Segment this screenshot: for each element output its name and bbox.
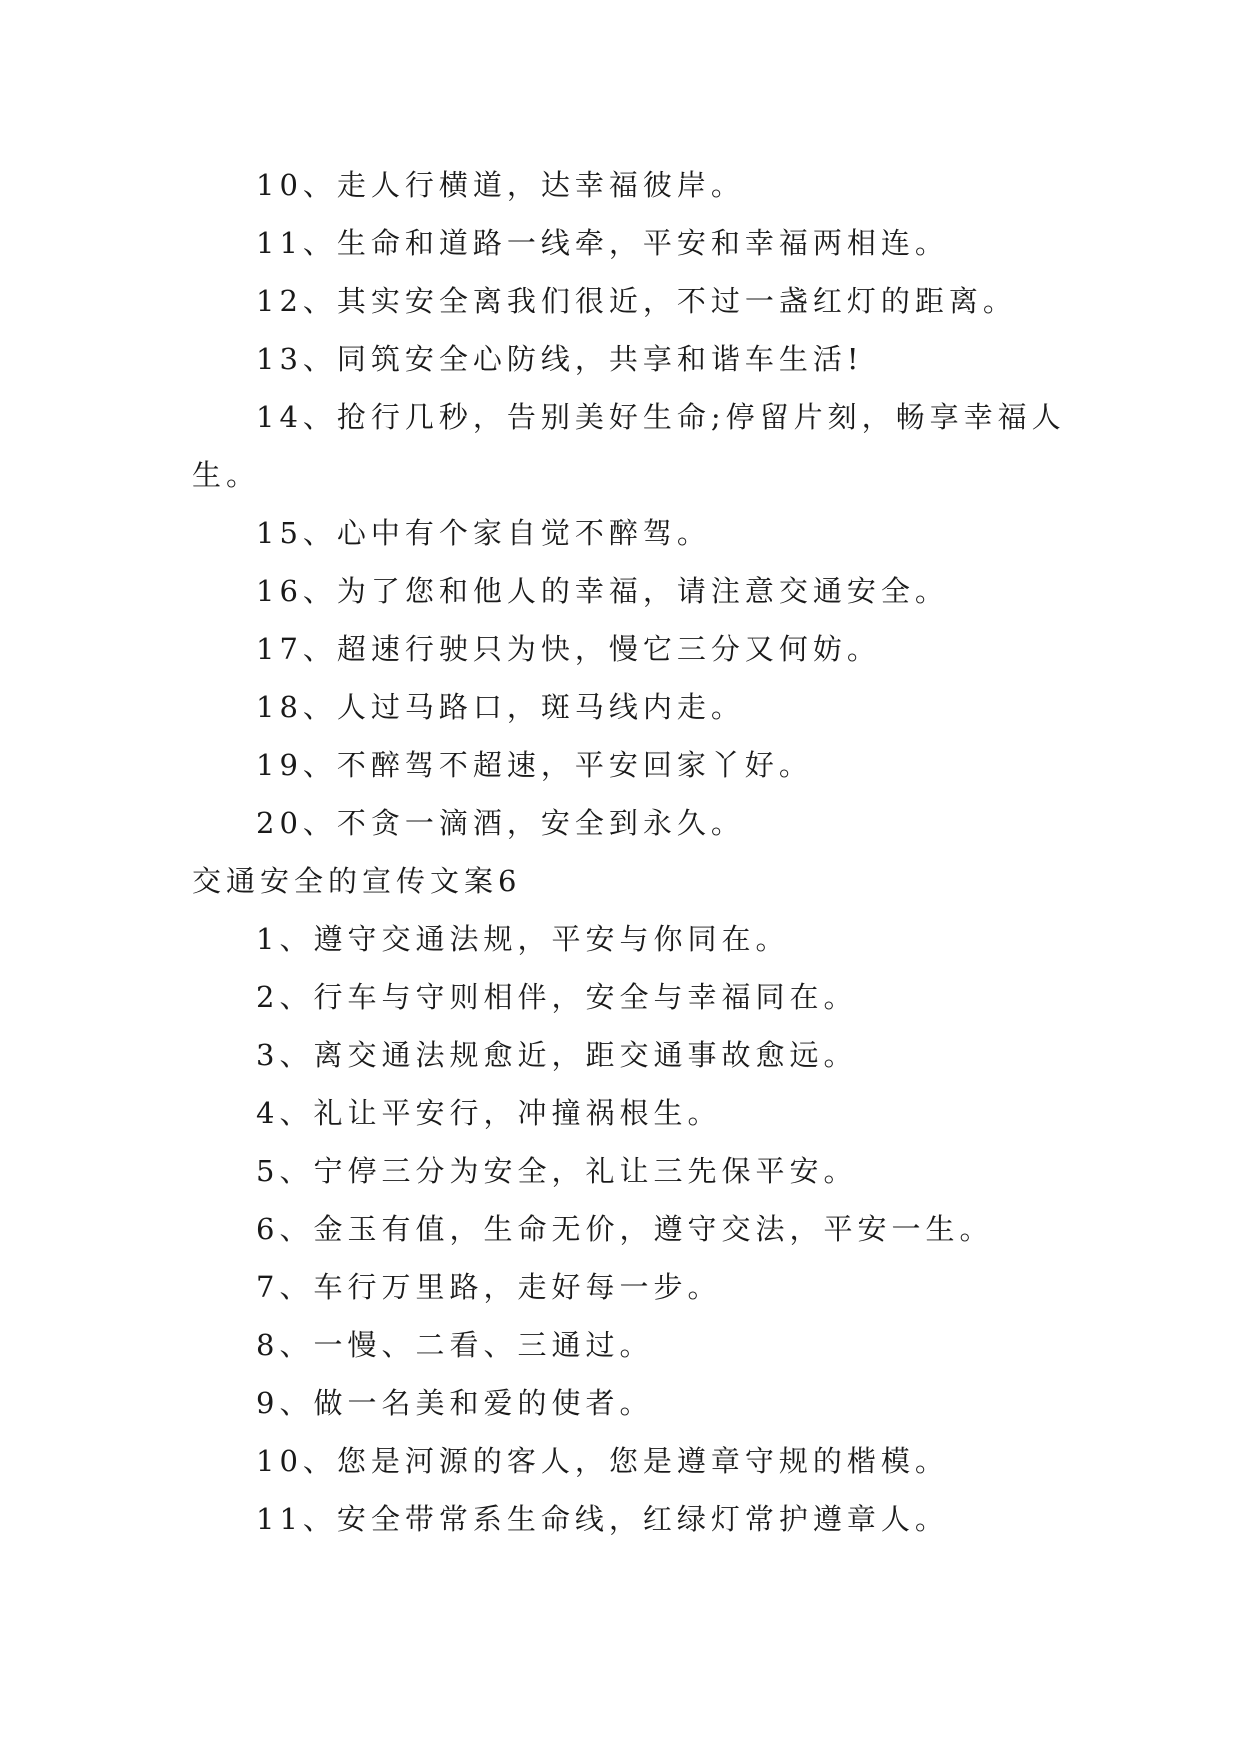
slogan-line: 11、生命和道路一线牵，平安和幸福两相连。 [256,226,949,260]
slogan-line: 8、一慢、二看、三通过。 [256,1328,654,1362]
slogan-line: 4、礼让平安行，冲撞祸根生。 [256,1096,722,1130]
slogan-line: 1、遵守交通法规，平安与你同在。 [256,922,790,956]
slogan-line: 15、心中有个家自觉不醉驾。 [256,516,711,550]
slogan-line: 19、不醉驾不超速，平安回家丫好。 [256,748,813,782]
section-heading: 交通安全的宣传文案6 [192,864,522,898]
slogan-line: 5、宁停三分为安全，礼让三先保平安。 [256,1154,858,1188]
slogan-line: 10、走人行横道，达幸福彼岸。 [256,168,745,202]
slogan-line: 3、离交通法规愈近，距交通事故愈远。 [256,1038,858,1072]
slogan-line: 17、超速行驶只为快，慢它三分又何妨。 [256,632,881,666]
slogan-line-continuation: 生。 [192,458,261,492]
slogan-line: 6、金玉有值，生命无价，遵守交法，平安一生。 [256,1212,994,1246]
slogan-line: 13、同筑安全心防线，共享和谐车生活! [256,342,864,376]
slogan-line: 9、做一名美和爱的使者。 [256,1386,654,1420]
slogan-line: 10、您是河源的客人，您是遵章守规的楷模。 [256,1444,949,1478]
slogan-line: 18、人过马路口，斑马线内走。 [256,690,745,724]
slogan-line: 7、车行万里路，走好每一步。 [256,1270,722,1304]
slogan-line: 12、其实安全离我们很近，不过一盏红灯的距离。 [256,284,1017,318]
slogan-line: 2、行车与守则相伴，安全与幸福同在。 [256,980,858,1014]
slogan-line: 11、安全带常系生命线，红绿灯常护遵章人。 [256,1502,949,1536]
slogan-line: 20、不贪一滴酒，安全到永久。 [256,806,745,840]
slogan-line: 14、抢行几秒，告别美好生命;停留片刻，畅享幸福人 [256,400,1066,434]
slogan-line: 16、为了您和他人的幸福，请注意交通安全。 [256,574,949,608]
